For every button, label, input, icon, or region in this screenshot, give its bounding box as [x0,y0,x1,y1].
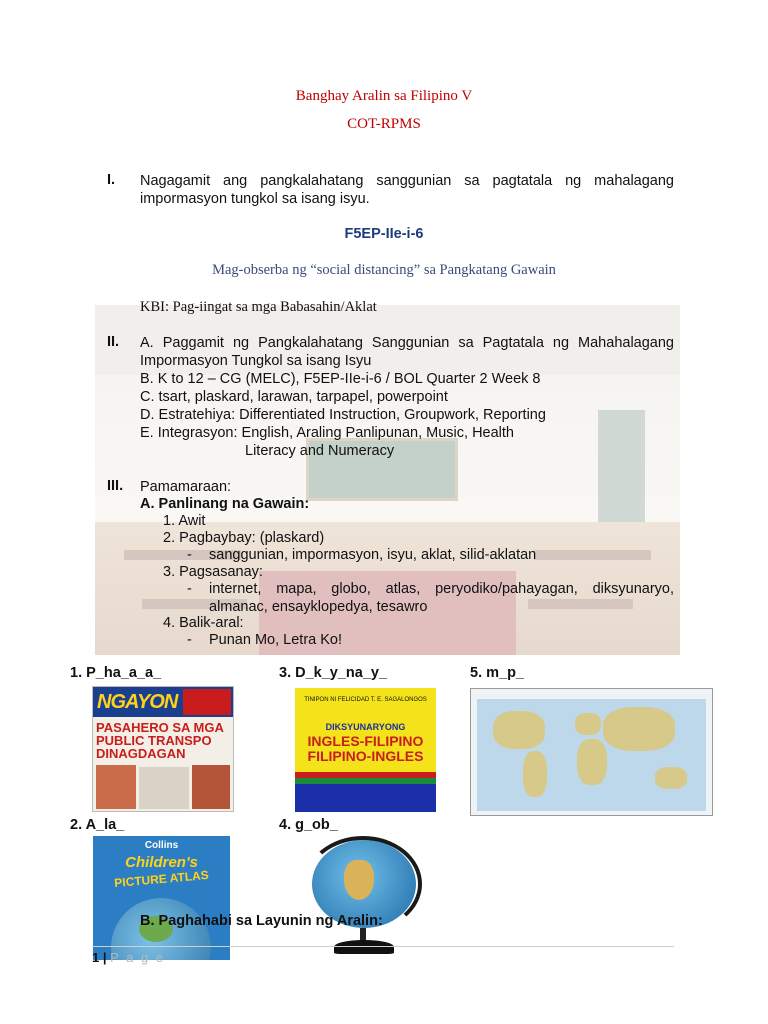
newspaper-masthead: NGAYON [97,691,178,713]
newspaper-headline: PASAHERO SA MGA PUBLIC TRANSPO DINAGDAGAN [96,720,224,761]
list-subitem: sanggunian, impormasyon, isyu, aklat, silid-aklatan [209,547,537,563]
page-word: P a g e [110,950,166,965]
section-ii-d: D. Estratehiya: Differentiated Instruction, Groupwork, Reporting [140,407,546,423]
globe-image [300,836,430,956]
competency-code: F5EP-IIe-i-6 [344,226,424,242]
dictionary-author: TINIPON NI FELICIDAD T. E. SAGALONGOS [304,697,427,703]
section-ii-c: C. tsart, plaskard, larawan, tarpapel, powerpoint [140,389,448,405]
document-subtitle: COT-RPMS [347,116,421,132]
atlas-publisher: Collins [144,840,179,851]
world-map-image [470,688,713,816]
section-i-numeral: I. [107,172,116,188]
footer-divider [92,946,674,947]
list-dash: - [187,632,192,648]
section-ii-numeral: II. [107,334,120,350]
objective-text: Nagagamit ang pangkalahatang sanggunian sa pagtatala ng mahalagang impormasyon tungkol sa isang isyu. [140,173,674,207]
dictionary-title: DIKSYUNARYONG [325,722,406,732]
page-separator: | [102,950,107,965]
section-iii-heading: Pamamaraan: [140,479,232,495]
atlas-title-line1: Children's [125,854,198,871]
page-number: 1 [92,950,100,965]
blank-word-4: 4. g_ob_ [279,817,338,833]
blank-word-1: 1. P_ha_a_a_ [70,665,162,681]
activity-tagline: Mag-obserba ng “social distancing” sa Pangkatang Gawain [212,262,556,278]
list-subitem: internet, mapa, globo, atlas, peryodiko/pahayagan, diksyunaryo, almanac, ensayklopedya, tesawro [209,581,674,615]
page-footer [92,950,165,965]
blank-word-5: 5. m_p_ [470,665,524,681]
list-dash: - [187,547,192,563]
atlas-title-line2: PICTURE ATLAS [113,867,210,891]
list-subitem: Punan Mo, Letra Ko! [209,632,342,648]
list-item: 1. Awit [163,513,206,529]
blank-word-3: 3. D_k_y_na_y_ [279,665,388,681]
list-item: 4. Balik-aral: [163,615,244,631]
section-ii-e-cont: Literacy and Numeracy [245,443,395,459]
dictionary-image [295,688,436,812]
section-b-heading: B. Paghahabi sa Layunin ng Aralin: [140,913,383,929]
list-item: 2. Pagbaybay: (plaskard) [163,530,325,546]
picture-atlas-image [93,836,230,960]
kbi-line: KBI: Pag-iingat sa mga Babasahin/Aklat [140,299,377,315]
dictionary-subtitle: INGLES-FILIPINO FILIPINO-INGLES [307,733,424,764]
document-title: Banghay Aralin sa Filipino V [295,88,473,104]
section-iii-subheading-a: A. Panlinang na Gawain: [140,496,310,512]
section-ii-a: A. Paggamit ng Pangkalahatang Sanggunian sa Pagtatala ng Mahahalagang Impormasyon Tungkol sa isang Isyu [140,335,674,369]
section-ii-e: E. Integrasyon: English, Araling Panlipunan, Music, Health [140,425,514,441]
newspaper-image [92,686,234,812]
blank-word-2: 2. A_la_ [70,817,125,833]
section-iii-numeral: III. [107,478,124,494]
list-dash: - [187,581,192,597]
section-ii-b: B. K to 12 – CG (MELC), F5EP-IIe-i-6 / BOL Quarter 2 Week 8 [140,371,541,387]
list-item: 3. Pagsasanay: [163,564,263,580]
